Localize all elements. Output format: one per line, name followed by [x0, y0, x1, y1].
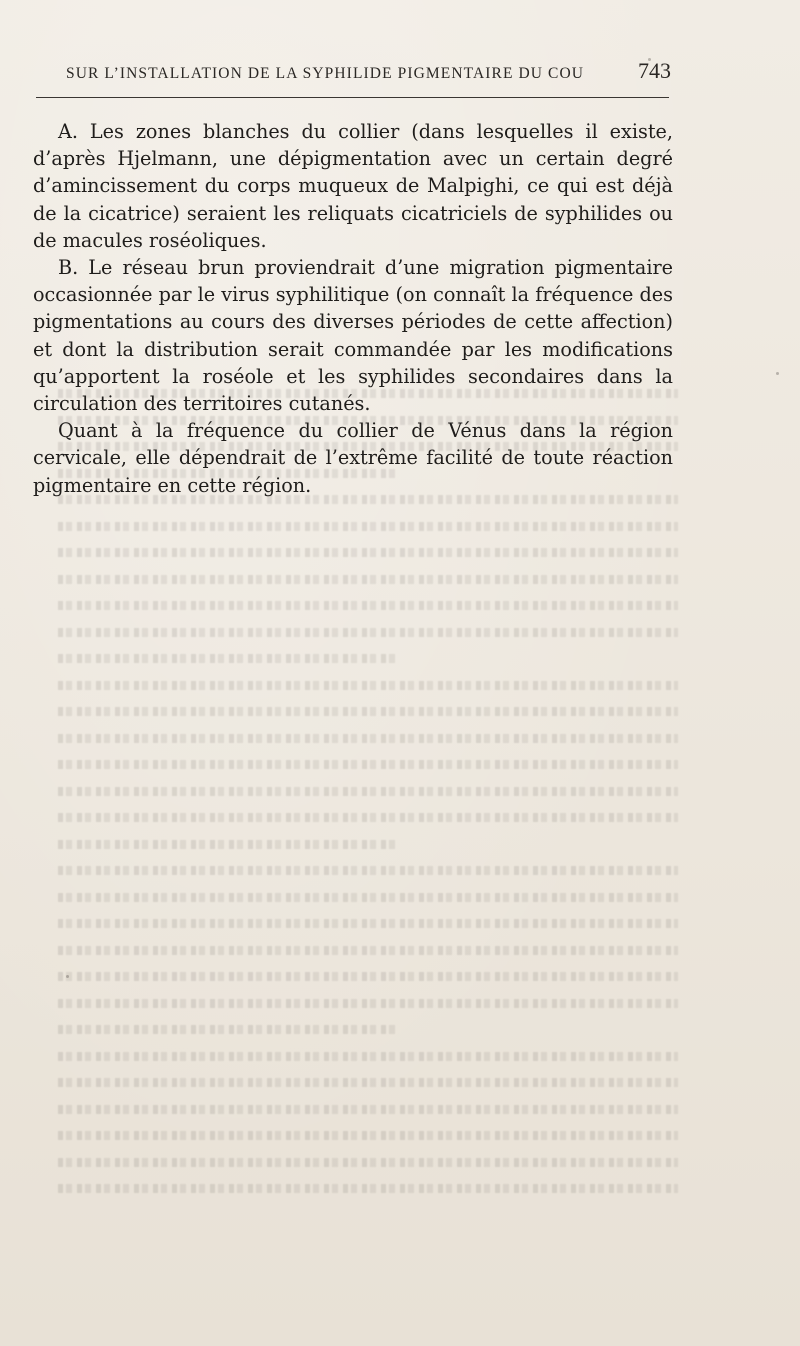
show-through-line [58, 539, 678, 566]
show-through-line [58, 619, 678, 646]
show-through-texture [58, 380, 678, 1220]
show-through-line [58, 1043, 678, 1070]
paragraph-conclusion: Quant à la fréquence du collier de Vénus dans la région cervicale, elle dépendrait de l’extrême facilité de toute réaction pigmentaire en cette région. [33, 419, 673, 497]
running-title: SUR L’INSTALLATION DE LA SYPHILIDE PIGMENTAIRE DU COU [66, 65, 585, 82]
show-through-line [58, 1069, 678, 1096]
show-through-line [58, 698, 678, 725]
show-through-line [58, 1096, 678, 1123]
show-through-line [58, 857, 678, 884]
show-through-line [58, 672, 678, 699]
show-through-line [58, 1016, 399, 1043]
show-through-line [58, 884, 678, 911]
body-text [33, 118, 673, 499]
show-through-line [58, 645, 399, 672]
paper-speck [776, 372, 779, 375]
show-through-line [58, 1122, 678, 1149]
show-through-line [58, 725, 678, 752]
show-through-line [58, 592, 678, 619]
paper-speck [66, 975, 69, 978]
paragraph-a: A. Les zones blanches du collier (dans lesquelles il existe, d’après Hjelmann, une dépigmentation avec un certain degré d’amincissement du corps muqueux de Malpighi, ce qui est déjà de la cicatrice) seraient les reliquats cicatriciels de syphilides ou de macules roséoliques. [33, 120, 673, 252]
page-number: 743 [638, 58, 671, 83]
show-through-line [58, 566, 678, 593]
header-rule [36, 97, 669, 98]
show-through-line [58, 778, 678, 805]
running-head [66, 58, 671, 88]
show-through-line [58, 804, 678, 831]
show-through-line [58, 1175, 678, 1202]
show-through-line [58, 513, 678, 540]
paper-speck [648, 58, 651, 61]
show-through-line [58, 1149, 678, 1176]
paragraph-b: B. Le réseau brun proviendrait d’une migration pigmentaire occasionnée par le virus syphilitique (on connaît la fréquence des pigmentations au cours des diverses périodes de cette affection) et dont la distribution serait commandée par les modifications qu’apportent la roséole et les syphilides secondaires dans la circulation des territoires cutanés. [33, 256, 673, 416]
show-through-line [58, 910, 678, 937]
show-through-line [58, 831, 399, 858]
show-through-line [58, 751, 678, 778]
show-through-line [58, 963, 678, 990]
show-through-line [58, 990, 678, 1017]
show-through-line [58, 937, 678, 964]
